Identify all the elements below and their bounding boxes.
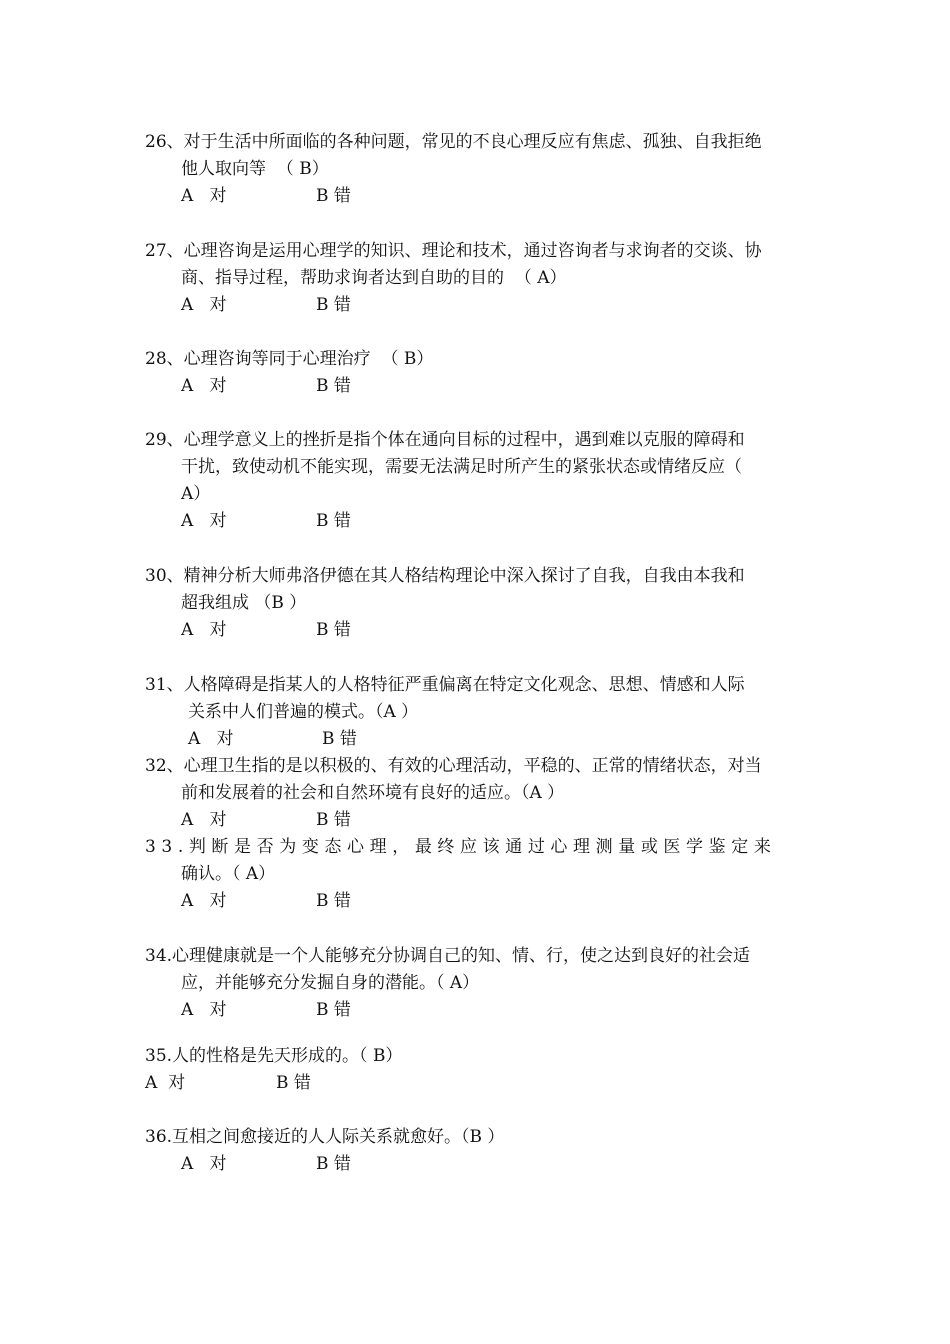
question-34-option-a: A 对 [181,1000,227,1020]
question-29-option-a: A 对 [181,511,227,531]
question-31-option-a: A 对 [188,729,234,749]
question-28-option-b: B 错 [316,376,351,396]
question-33-line-1: 33.判断是否为变态心理，最终应该通过心理测量或医学鉴定来 [145,837,777,857]
question-31-option-b: B 错 [322,729,357,749]
question-27-line-2: 商、指导过程，帮助求询者达到自助的目的 （ A） [181,268,567,288]
question-35-option-b: B 错 [276,1073,311,1093]
question-27-option-b: B 错 [316,295,351,315]
question-29-line-3: A） [181,484,211,504]
question-34-option-b: B 错 [316,1000,351,1020]
question-30-option-b: B 错 [316,620,351,640]
question-30-line-2: 超我组成 （B ） [181,593,307,613]
question-29-line-2: 干扰，致使动机不能实现，需要无法满足时所产生的紧张状态或情绪反应（ [181,457,742,477]
question-32-option-b: B 错 [316,810,351,830]
question-36-option-b: B 错 [316,1154,351,1174]
question-26-line-1: 26、对于生活中所面临的各种问题，常见的不良心理反应有焦虑、孤独、自我拒绝 [145,132,762,152]
question-26-option-b: B 错 [316,186,351,206]
question-34-line-2: 应，并能够充分发掘自身的潜能。（ A） [181,973,480,993]
question-33-option-a: A 对 [181,891,227,911]
question-35-line-1: 35.人的性格是先天形成的。（ B） [145,1046,403,1066]
question-31-line-1: 31、人格障碍是指某人的人格特征严重偏离在特定文化观念、思想、情感和人际 [145,675,745,695]
question-36-option-a: A 对 [181,1154,227,1174]
question-30-option-a: A 对 [181,620,227,640]
question-36-line-1: 36.互相之间愈接近的人人际关系就愈好。（B ） [145,1127,505,1147]
question-32-line-1: 32、心理卫生指的是以积极的、有效的心理活动，平稳的、正常的情绪状态，对当 [145,756,762,776]
question-32-line-2: 前和发展着的社会和自然环境有良好的适应。（A ） [181,783,565,803]
question-35-option-a: A 对 [145,1073,186,1093]
question-29-line-1: 29、心理学意义上的挫折是指个体在通向目标的过程中，遇到难以克服的障碍和 [145,430,745,450]
question-30-line-1: 30、精神分析大师弗洛伊德在其人格结构理论中深入探讨了自我，自我由本我和 [145,566,745,586]
question-27-line-1: 27、心理咨询是运用心理学的知识、理论和技术，通过咨询者与求询者的交谈、协 [145,241,762,261]
question-26-option-a: A 对 [181,186,227,206]
question-33-line-2: 确认。（ A） [181,864,276,884]
question-33-option-b: B 错 [316,891,351,911]
question-32-option-a: A 对 [181,810,227,830]
question-28-line-1: 28、心理咨询等同于心理治疗 （ B） [145,349,434,369]
question-28-option-a: A 对 [181,376,227,396]
question-31-line-2: 关系中人们普遍的模式。（A ） [188,702,419,722]
question-34-line-1: 34.心理健康就是一个人能够充分协调自己的知、情、行，使之达到良好的社会适 [145,946,751,966]
question-26-line-2: 他人取向等 （ B） [181,159,329,179]
question-29-option-b: B 错 [316,511,351,531]
question-27-option-a: A 对 [181,295,227,315]
